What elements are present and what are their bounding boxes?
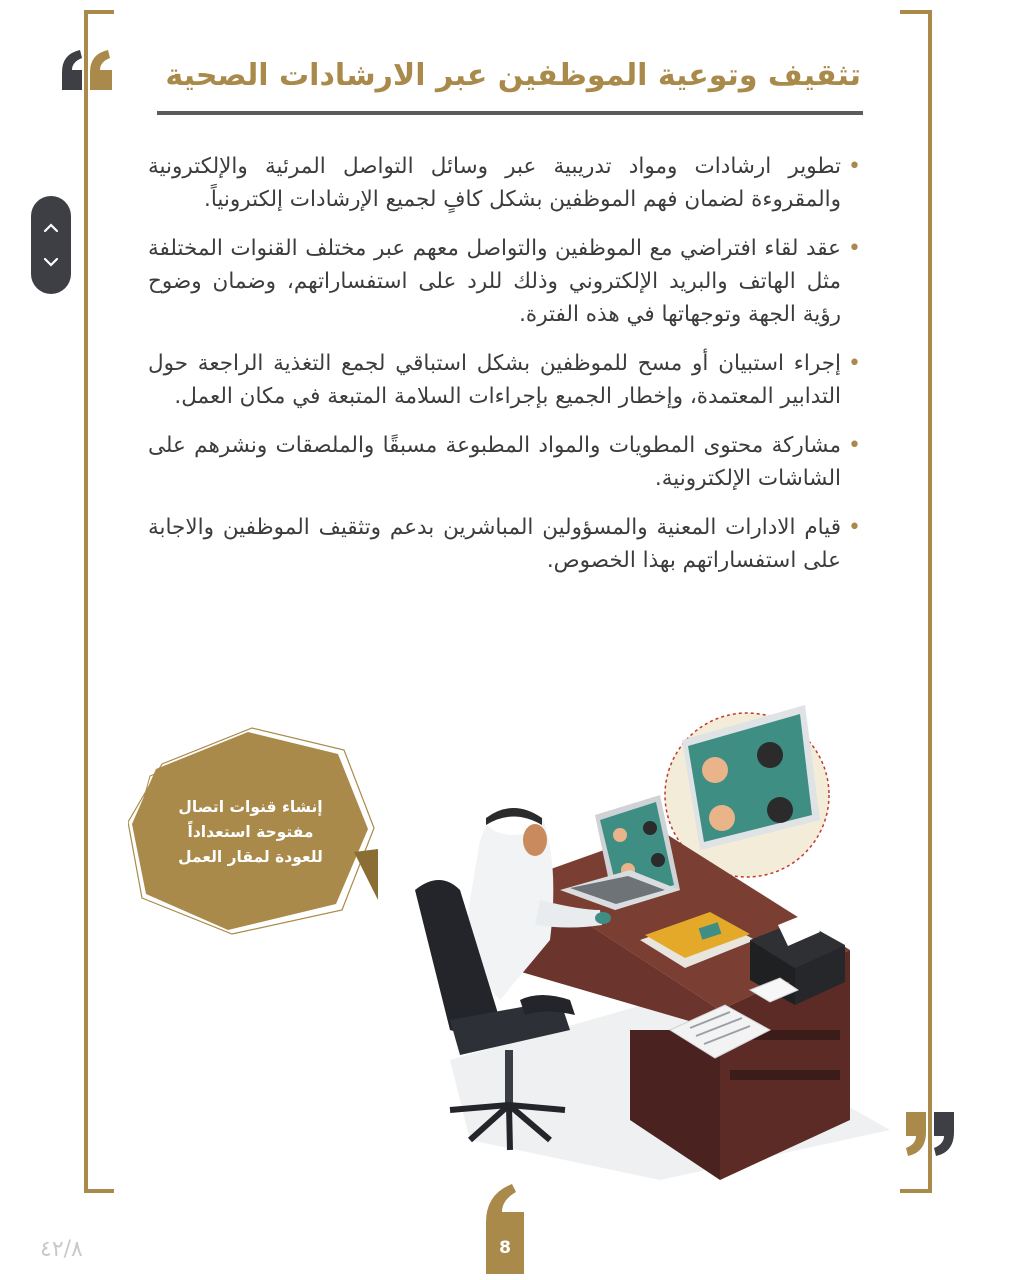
nav-up-button[interactable] bbox=[39, 216, 63, 240]
chevron-down-icon bbox=[42, 256, 60, 268]
callout-text bbox=[143, 795, 358, 870]
frame-bottom-left-tick bbox=[84, 1189, 114, 1193]
callout-line: للعودة لمقار العمل bbox=[178, 848, 323, 866]
frame-left-line bbox=[84, 10, 88, 1193]
page-title: تثقيف وتوعية الموظفين عبر الارشادات الصحية bbox=[165, 58, 861, 93]
list-item: • مشاركة محتوى المطويات والمواد المطبوعة مسبقًا والملصقات ونشرهم على الشاشات الإلكترونية. bbox=[148, 429, 861, 495]
frame-top-left-tick bbox=[84, 10, 114, 14]
page-counter: ٤٢/٨ bbox=[40, 1237, 83, 1262]
laptop bbox=[560, 795, 680, 910]
nav-down-button[interactable] bbox=[39, 250, 63, 274]
quote-close-icon bbox=[898, 1106, 958, 1164]
list-item: • إجراء استبيان أو مسح للموظفين بشكل استباقي لجمع التغذية الراجعة حول التدابير المعتمدة، وإخطار الجميع بإجراءات السلامة المتبعة في مكان العمل. bbox=[148, 347, 861, 413]
list-item: • عقد لقاء افتراضي مع الموظفين والتواصل معهم عبر مختلف القنوات المختلفة مثل الهاتف والبريد الإلكتروني وذلك للرد على استفساراتهم، وضمان وضوح رؤية الجهة وتوجهاتها في هذه الفترة. bbox=[148, 232, 861, 331]
page-number: 8 bbox=[499, 1238, 511, 1258]
callout-line: مفتوحة استعداداً bbox=[187, 823, 314, 841]
callout-line: إنشاء قنوات اتصال bbox=[178, 798, 323, 816]
frame-bottom-right-tick bbox=[900, 1189, 932, 1193]
list-item: • تطوير ارشادات ومواد تدريبية عبر وسائل التواصل المرئية والإلكترونية والمقروءة لضمان فهم الموظفين بشكل كافٍ لجميع الإرشادات إلكترونياً. bbox=[148, 150, 861, 216]
frame-top-right-tick bbox=[900, 10, 932, 14]
remote-work-illustration bbox=[330, 700, 920, 1180]
list-item: • قيام الادارات المعنية والمسؤولين المباشرين بدعم وتثقيف الموظفين والاجابة على استفساراتهم بهذا الخصوص. bbox=[148, 511, 861, 577]
chevron-up-icon bbox=[42, 222, 60, 234]
page-number-tab bbox=[482, 1182, 528, 1274]
guidelines-list bbox=[148, 150, 861, 593]
frame-right-line bbox=[928, 10, 932, 1193]
page-nav-control bbox=[31, 196, 71, 294]
quote-open-icon bbox=[60, 42, 120, 102]
title-underline bbox=[157, 111, 863, 115]
